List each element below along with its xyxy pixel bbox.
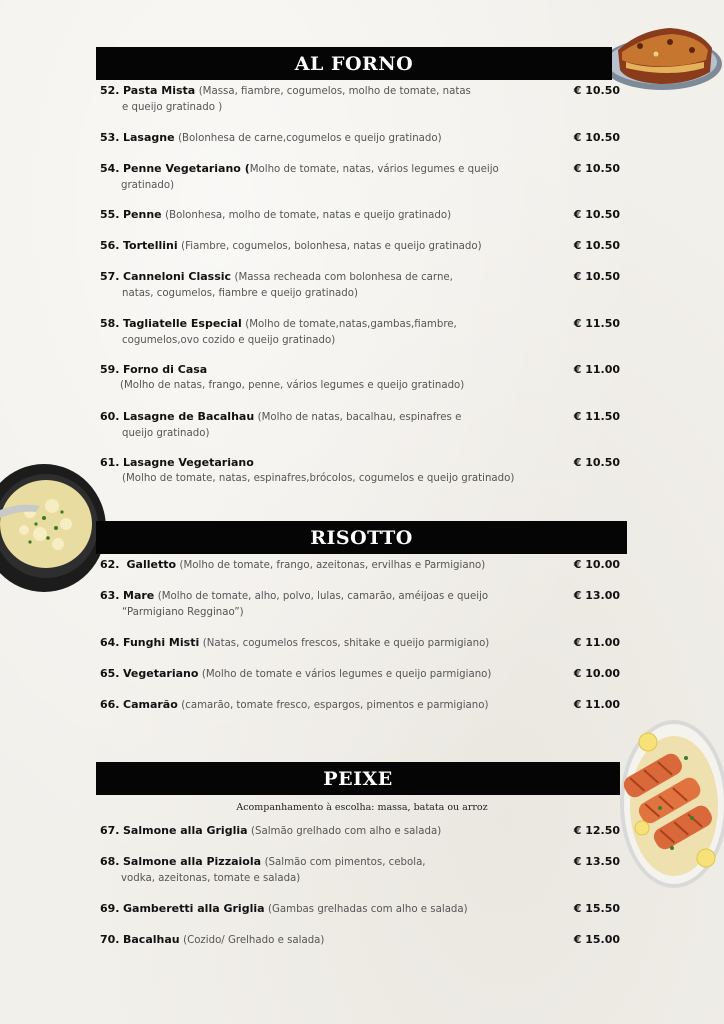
item-cont: “Parmigiano Regginao”): [122, 607, 244, 618]
item-num: 60.: [100, 410, 120, 423]
item-price: € 10.00: [573, 558, 620, 571]
item-name: Penne Vegetariano (: [123, 162, 250, 175]
item-desc: (Cozido/ Grelhado e salada): [183, 935, 325, 946]
item-num: 58.: [100, 317, 120, 330]
menu-item: [100, 409, 620, 442]
item-name: Tagliatelle Especial: [123, 317, 242, 330]
item-num: 62.: [100, 558, 120, 571]
item-name: Canneloni Classic: [123, 270, 232, 283]
item-price: € 11.00: [573, 363, 620, 376]
item-name: Tortellini: [123, 239, 178, 252]
item-num: 59.: [100, 363, 120, 376]
item-cont: natas, cogumelos, fiambre e queijo gratinado): [122, 288, 358, 299]
item-num: 57.: [100, 270, 120, 283]
item-desc: (camarão, tomate fresco, espargos, pimentos e parmigiano): [181, 700, 489, 711]
section-header-al-forno: [96, 47, 612, 80]
menu-item: [100, 823, 620, 840]
item-desc: Molho de tomate, natas, vários legumes e queijo: [249, 164, 499, 175]
item-num: 67.: [100, 824, 120, 837]
item-desc: (Bolonhesa, molho de tomate, natas e queijo gratinado): [165, 210, 452, 221]
item-price: € 10.50: [573, 162, 620, 175]
item-desc: (Fiambre, cogumelos, bolonhesa, natas e queijo gratinado): [181, 241, 482, 252]
item-num: 70.: [100, 933, 120, 946]
item-cont: e queijo gratinado ): [122, 102, 223, 113]
section-header-peixe: [96, 762, 620, 795]
item-price: € 10.50: [573, 270, 620, 283]
menu-item: [100, 455, 620, 487]
item-desc: (Molho de natas, bacalhau, espinafres e: [257, 412, 462, 423]
section-subtitle: Acompanhamento à escolha: massa, batata ou arroz: [236, 802, 488, 813]
item-price: € 10.00: [573, 667, 620, 680]
menu-item: [100, 83, 620, 116]
item-name: Bacalhau: [123, 933, 180, 946]
item-num: 65.: [100, 667, 120, 680]
item-name: Mare: [123, 589, 155, 602]
item-num: 55.: [100, 208, 120, 221]
item-num: 68.: [100, 855, 120, 868]
item-price: € 10.50: [573, 84, 620, 97]
item-desc: (Molho de tomate, frango, azeitonas, ervilhas e Parmigiano): [179, 560, 486, 571]
item-price: € 10.50: [573, 208, 620, 221]
item-cont: (Molho de tomate, natas, espinafres,brócolos, cogumelos e queijo gratinado): [122, 473, 515, 484]
menu-item: [100, 932, 620, 949]
item-price: € 10.50: [573, 239, 620, 252]
section-header-risotto: [96, 521, 627, 554]
item-cont: queijo gratinado): [122, 428, 210, 439]
item-price: € 11.50: [573, 410, 620, 423]
menu-item: [100, 161, 620, 194]
item-desc: (Salmão com pimentos, cebola,: [264, 857, 426, 868]
item-price: € 12.50: [573, 824, 620, 837]
item-name: Funghi Misti: [123, 636, 200, 649]
menu-item: [100, 362, 620, 394]
menu-item: [100, 269, 620, 302]
item-desc: (Bolonhesa de carne,cogumelos e queijo gratinado): [178, 133, 442, 144]
menu-item: [100, 588, 620, 621]
item-name: Vegetariano: [123, 667, 199, 680]
item-price: € 11.50: [573, 317, 620, 330]
item-num: 66.: [100, 698, 120, 711]
item-num: 56.: [100, 239, 120, 252]
menu-item: [100, 316, 620, 349]
menu-item: [100, 238, 620, 255]
item-price: € 11.00: [573, 636, 620, 649]
item-num: 64.: [100, 636, 120, 649]
menu-item: [100, 697, 620, 714]
item-name: Forno di Casa: [123, 363, 208, 376]
item-num: 63.: [100, 589, 120, 602]
item-price: € 10.50: [573, 131, 620, 144]
item-num: 53.: [100, 131, 120, 144]
menu-item: [100, 207, 620, 224]
item-price: € 15.00: [573, 933, 620, 946]
item-cont: gratinado): [121, 180, 175, 191]
item-num: 54.: [100, 162, 120, 175]
item-price: € 10.50: [573, 456, 620, 469]
item-num: 61.: [100, 456, 120, 469]
section-title: AL FORNO: [294, 52, 414, 75]
item-desc: (Gambas grelhadas com alho e salada): [268, 904, 468, 915]
item-name: Lasagne Vegetariano: [123, 456, 254, 469]
grilled-salmon-plate-icon: [616, 718, 724, 892]
section-title: RISOTTO: [310, 526, 413, 549]
item-cont: cogumelos,ovo cozido e queijo gratinado): [122, 335, 336, 346]
item-desc: (Molho de tomate e vários legumes e queijo parmigiano): [201, 669, 492, 680]
item-name: Lasagne de Bacalhau: [123, 410, 255, 423]
menu-item: [100, 666, 620, 683]
section-title: PEIXE: [323, 767, 393, 790]
item-name: Salmone alla Griglia: [123, 824, 248, 837]
item-desc: (Molho de tomate,natas,gambas,fiambre,: [245, 319, 457, 330]
item-price: € 15.50: [573, 902, 620, 915]
menu-item: [100, 901, 620, 918]
item-num: 69.: [100, 902, 120, 915]
item-price: € 11.00: [573, 698, 620, 711]
item-cont: (Molho de natas, frango, penne, vários legumes e queijo gratinado): [120, 380, 465, 391]
menu-item: [100, 557, 620, 574]
menu-item: [100, 130, 620, 147]
item-name: Pasta Mista: [123, 84, 196, 97]
item-name: Lasagne: [123, 131, 175, 144]
item-name: Galletto: [126, 558, 177, 571]
item-name: Gamberetti alla Griglia: [123, 902, 265, 915]
item-desc: (Salmão grelhado com alho e salada): [251, 826, 442, 837]
item-price: € 13.00: [573, 589, 620, 602]
item-name: Salmone alla Pizzaiola: [123, 855, 262, 868]
item-desc: (Massa recheada com bolonhesa de carne,: [234, 272, 453, 283]
item-price: € 13.50: [573, 855, 620, 868]
risotto-bowl-icon: [0, 462, 108, 594]
item-desc: (Natas, cogumelos frescos, shitake e queijo parmigiano): [202, 638, 490, 649]
menu-item: [100, 635, 620, 652]
item-desc: (Molho de tomate, alho, polvo, lulas, camarão, améijoas e queijo: [157, 591, 489, 602]
item-num: 52.: [100, 84, 120, 97]
item-name: Penne: [123, 208, 162, 221]
item-cont: vodka, azeitonas, tomate e salada): [121, 873, 301, 884]
item-desc: (Massa, fiambre, cogumelos, molho de tomate, natas: [198, 86, 471, 97]
menu-item: [100, 854, 620, 887]
lasagna-dish-icon: [600, 20, 724, 92]
item-name: Camarão: [123, 698, 178, 711]
